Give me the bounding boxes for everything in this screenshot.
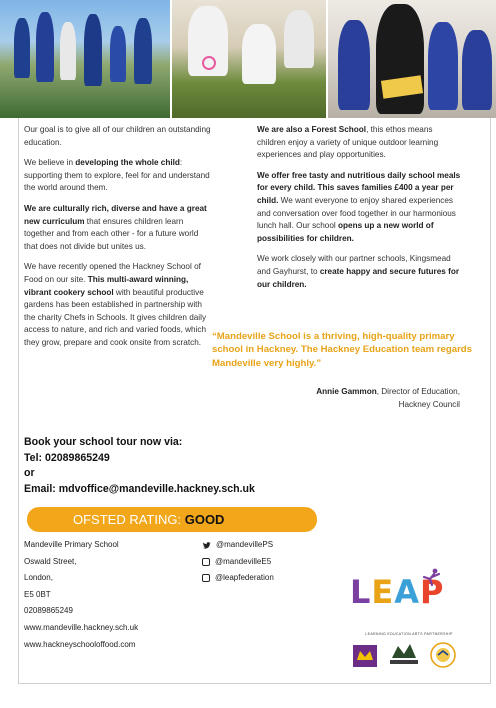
photo-banner: [0, 0, 496, 118]
quote-org: Hackney Council: [398, 400, 460, 410]
leap-letter-a: A: [394, 573, 421, 611]
ofsted-rating-banner: [27, 507, 317, 532]
leap-letter-e: E: [371, 573, 395, 611]
instagram-icon: [202, 574, 210, 582]
ofsted-label: OFSTED RATING:: [73, 512, 185, 527]
paragraph-forest-school: We are also a Forest School, this ethos means children enjoy a variety of unique outdoor learning experiences and play opportunities.: [257, 125, 439, 160]
tour-or: or: [24, 467, 35, 480]
jumping-figure-icon: [420, 568, 442, 588]
paragraph-curriculum: We are culturally rich, diverse and have a great new curriculum that ensures children learn together and from each other - for a future world that does not divide but unites us.: [24, 203, 207, 251]
social-handle-instagram-leap: @leapfederation: [215, 573, 274, 583]
instagram-icon: [202, 558, 210, 566]
social-twitter[interactable]: [202, 537, 352, 554]
photo-children-playground: [0, 0, 170, 118]
social-handle-twitter: @mandevillePS: [216, 540, 274, 549]
address-phone[interactable]: 02089865249: [24, 606, 73, 616]
paragraph-whole-child: We believe in developing the whole child: supporting them to explore, feel for and understand the world around them.: [24, 158, 210, 193]
leap-logo: [350, 572, 460, 630]
leap-letter-p: P: [420, 573, 445, 611]
testimonial-quote: “Mandeville School is a thriving, high-quality primary school in Hackney. The Hackney Education team regards Mandeville very highly.”: [212, 331, 473, 369]
photo-children-reading: [328, 0, 496, 118]
left-column: [24, 124, 214, 358]
paragraph-goal: Our goal is to give all of our children an outstanding education.: [24, 125, 211, 147]
leap-letter-l: L: [350, 573, 372, 611]
quote-attribution: [232, 385, 460, 412]
paragraph-school-of-food: We have recently opened the Hackney School of Food on our site. This multi-award winning, vibrant cookery school with beautiful productive gardens has been established in partnership with the charity Chefs in Schools. It gives children daily access to nature, and rich and varied foods, which they grow, prepare and cook onsite from scratch.: [24, 262, 207, 347]
leap-wordmark: [350, 572, 460, 612]
tour-email[interactable]: Email: mdvoffice@mandeville.hackney.sch.uk: [24, 482, 255, 495]
social-handle-instagram-mandeville: @mandevilleE5: [215, 556, 272, 566]
social-links: [202, 537, 352, 587]
social-instagram-leap[interactable]: [202, 570, 352, 587]
right-column: [257, 124, 463, 299]
quote-author: Annie Gammon: [316, 387, 377, 396]
tour-phone[interactable]: Tel: 02089865249: [24, 451, 110, 464]
school-address: [24, 537, 204, 653]
ofsted-grade: GOOD: [184, 512, 225, 527]
mandeville-logo: [430, 642, 456, 668]
address-street: Oswald Street,: [24, 556, 77, 566]
address-city: London,: [24, 573, 53, 583]
tour-heading: Book your school tour now via:: [24, 436, 183, 448]
quote-role: , Director of Education,: [376, 387, 460, 396]
kingsmead-logo: [352, 644, 378, 668]
gayhurst-logo: [384, 642, 424, 668]
social-instagram-mandeville[interactable]: [202, 554, 352, 571]
photo-children-garden: [172, 0, 326, 118]
tour-booking: [24, 435, 324, 497]
address-website-school-of-food[interactable]: www.hackneyschooloffood.com: [24, 639, 136, 649]
leap-caption: LEARNING EDUCATION ARTS PARTNERSHIP: [365, 632, 453, 636]
twitter-icon: [202, 541, 211, 550]
address-school-name: Mandeville Primary School: [24, 540, 119, 549]
address-website-mandeville[interactable]: www.mandeville.hackney.sch.uk: [24, 622, 139, 632]
paragraph-partner-schools: We work closely with our partner schools, Kingsmead and Gayhurst, to create happy and secure futures for our children.: [257, 254, 460, 289]
partner-school-logos: [352, 642, 462, 670]
address-postcode: E5 0BT: [24, 589, 51, 599]
paragraph-school-meals: We offer free tasty and nutritious daily school meals for every child. This saves families £400 a year per child. We want everyone to enjoy shared experiences and conversation over food together in our harmonious lunch hall. Our school opens up a new world of possibilities for children.: [257, 170, 461, 243]
